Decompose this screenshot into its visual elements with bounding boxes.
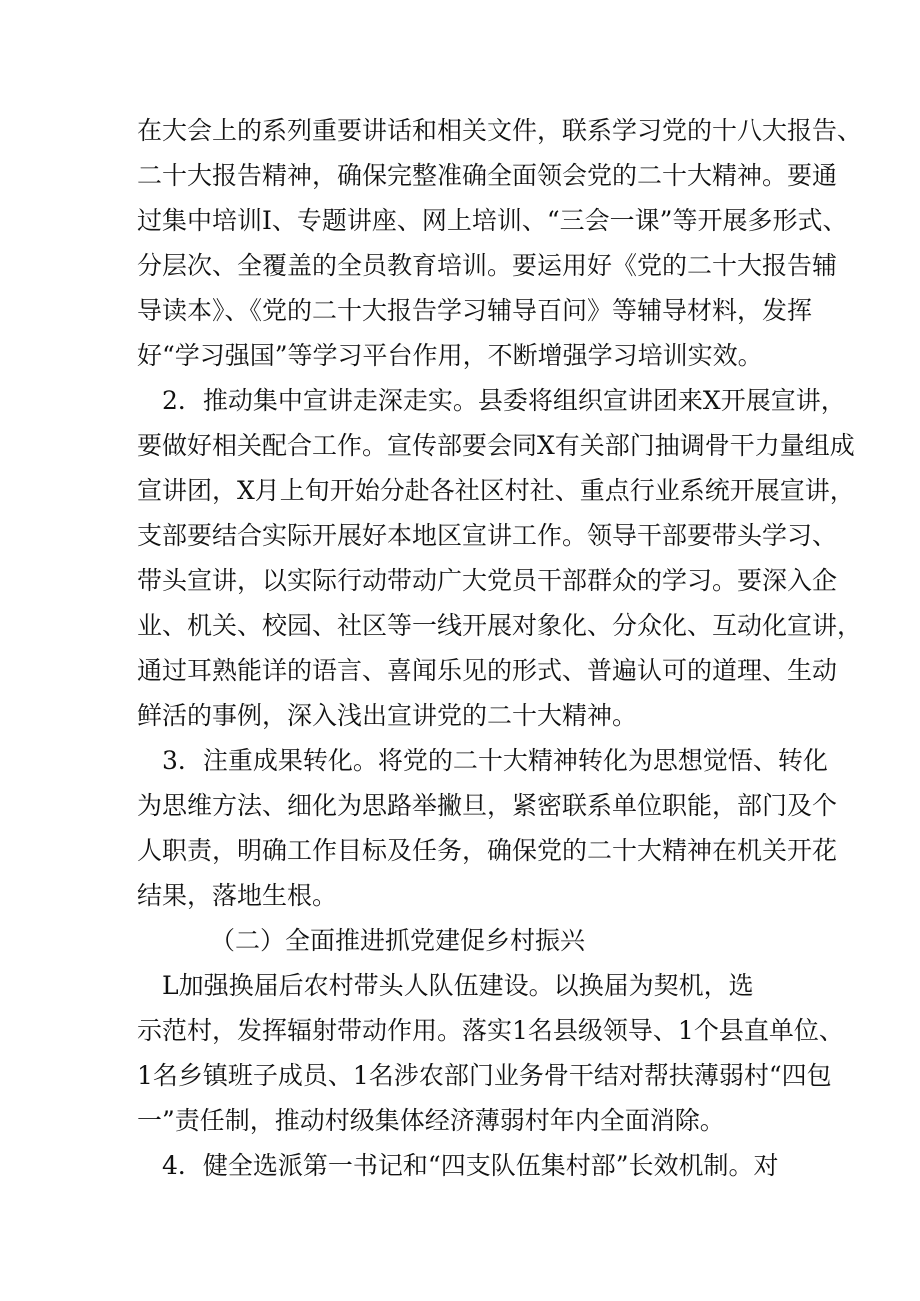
text-line: 1名乡镇班子成员、1名涉农部门业务骨干结对帮扶薄弱村“四包	[137, 1061, 832, 1090]
text-line: 二十大报告精神，确保完整准确全面领会党的二十大精神。要通	[137, 161, 838, 190]
text-line: 带头宣讲，以实际行动带动广大党员干部群众的学习。要深入企	[137, 566, 838, 595]
text-line: 业、机关、校园、社区等一线开展对象化、分众化、互动化宣讲，	[137, 611, 863, 640]
text-line: 为思维方法、细化为思路举撇旦，紧密联系单位职能，部门及个	[137, 791, 838, 820]
section-heading: （二）全面推进抓党建促乡村振兴	[210, 926, 586, 955]
text-line: 2．推动集中宣讲走深走实。县委将组织宣讲团来X开展宣讲，	[137, 386, 846, 415]
text-line: 一”责任制，推动村级集体经济薄弱村年内全面消除。	[137, 1106, 725, 1135]
text-line: 过集中培训I、专题讲座、网上培训、“三会一课”等开展多形式、	[137, 206, 848, 235]
text-line: L加强换届后农村带头人队伍建设。以换届为契机，选	[137, 971, 754, 1000]
text-line: 结果，落地生根。	[137, 881, 338, 910]
text-line: 鲜活的事例，深入浅出宣讲党的二十大精神。	[137, 701, 638, 730]
text-line: 3．注重成果转化。将党的二十大精神转化为思想觉悟、转化	[137, 746, 828, 775]
text-line: 通过耳熟能详的语言、喜闻乐见的形式、普遍认可的道理、生动	[137, 656, 838, 685]
text-line: 人职责，明确工作目标及任务，确保党的二十大精神在机关开花	[137, 836, 838, 865]
text-line: 要做好相关配合工作。宣传部要会同X有关部门抽调骨干力量组成	[137, 431, 855, 460]
text-line: 分层次、全覆盖的全员教育培训。要运用好《党的二十大报告辅	[137, 251, 838, 280]
text-line: 导读本》、《党的二十大报告学习辅导百问》等辅导材料，发挥	[137, 296, 813, 325]
text-line: 好“学习强国”等学习平台作用，不断增强学习培训实效。	[137, 341, 763, 370]
text-line: 示范村，发挥辐射带动作用。落实1名县级领导、1个县直单位、	[137, 1016, 844, 1045]
text-line: 宣讲团，X月上旬开始分赴各社区村社、重点行业系统开展宣讲，	[137, 476, 855, 505]
text-line: 4．健全选派第一书记和“四支队伍集村部”长效机制。对	[137, 1151, 779, 1180]
text-line: 在大会上的系列重要讲话和相关文件，联系学习党的十八大报告、	[137, 116, 863, 145]
text-line: 支部要结合实际开展好本地区宣讲工作。领导干部要带头学习、	[137, 521, 838, 550]
